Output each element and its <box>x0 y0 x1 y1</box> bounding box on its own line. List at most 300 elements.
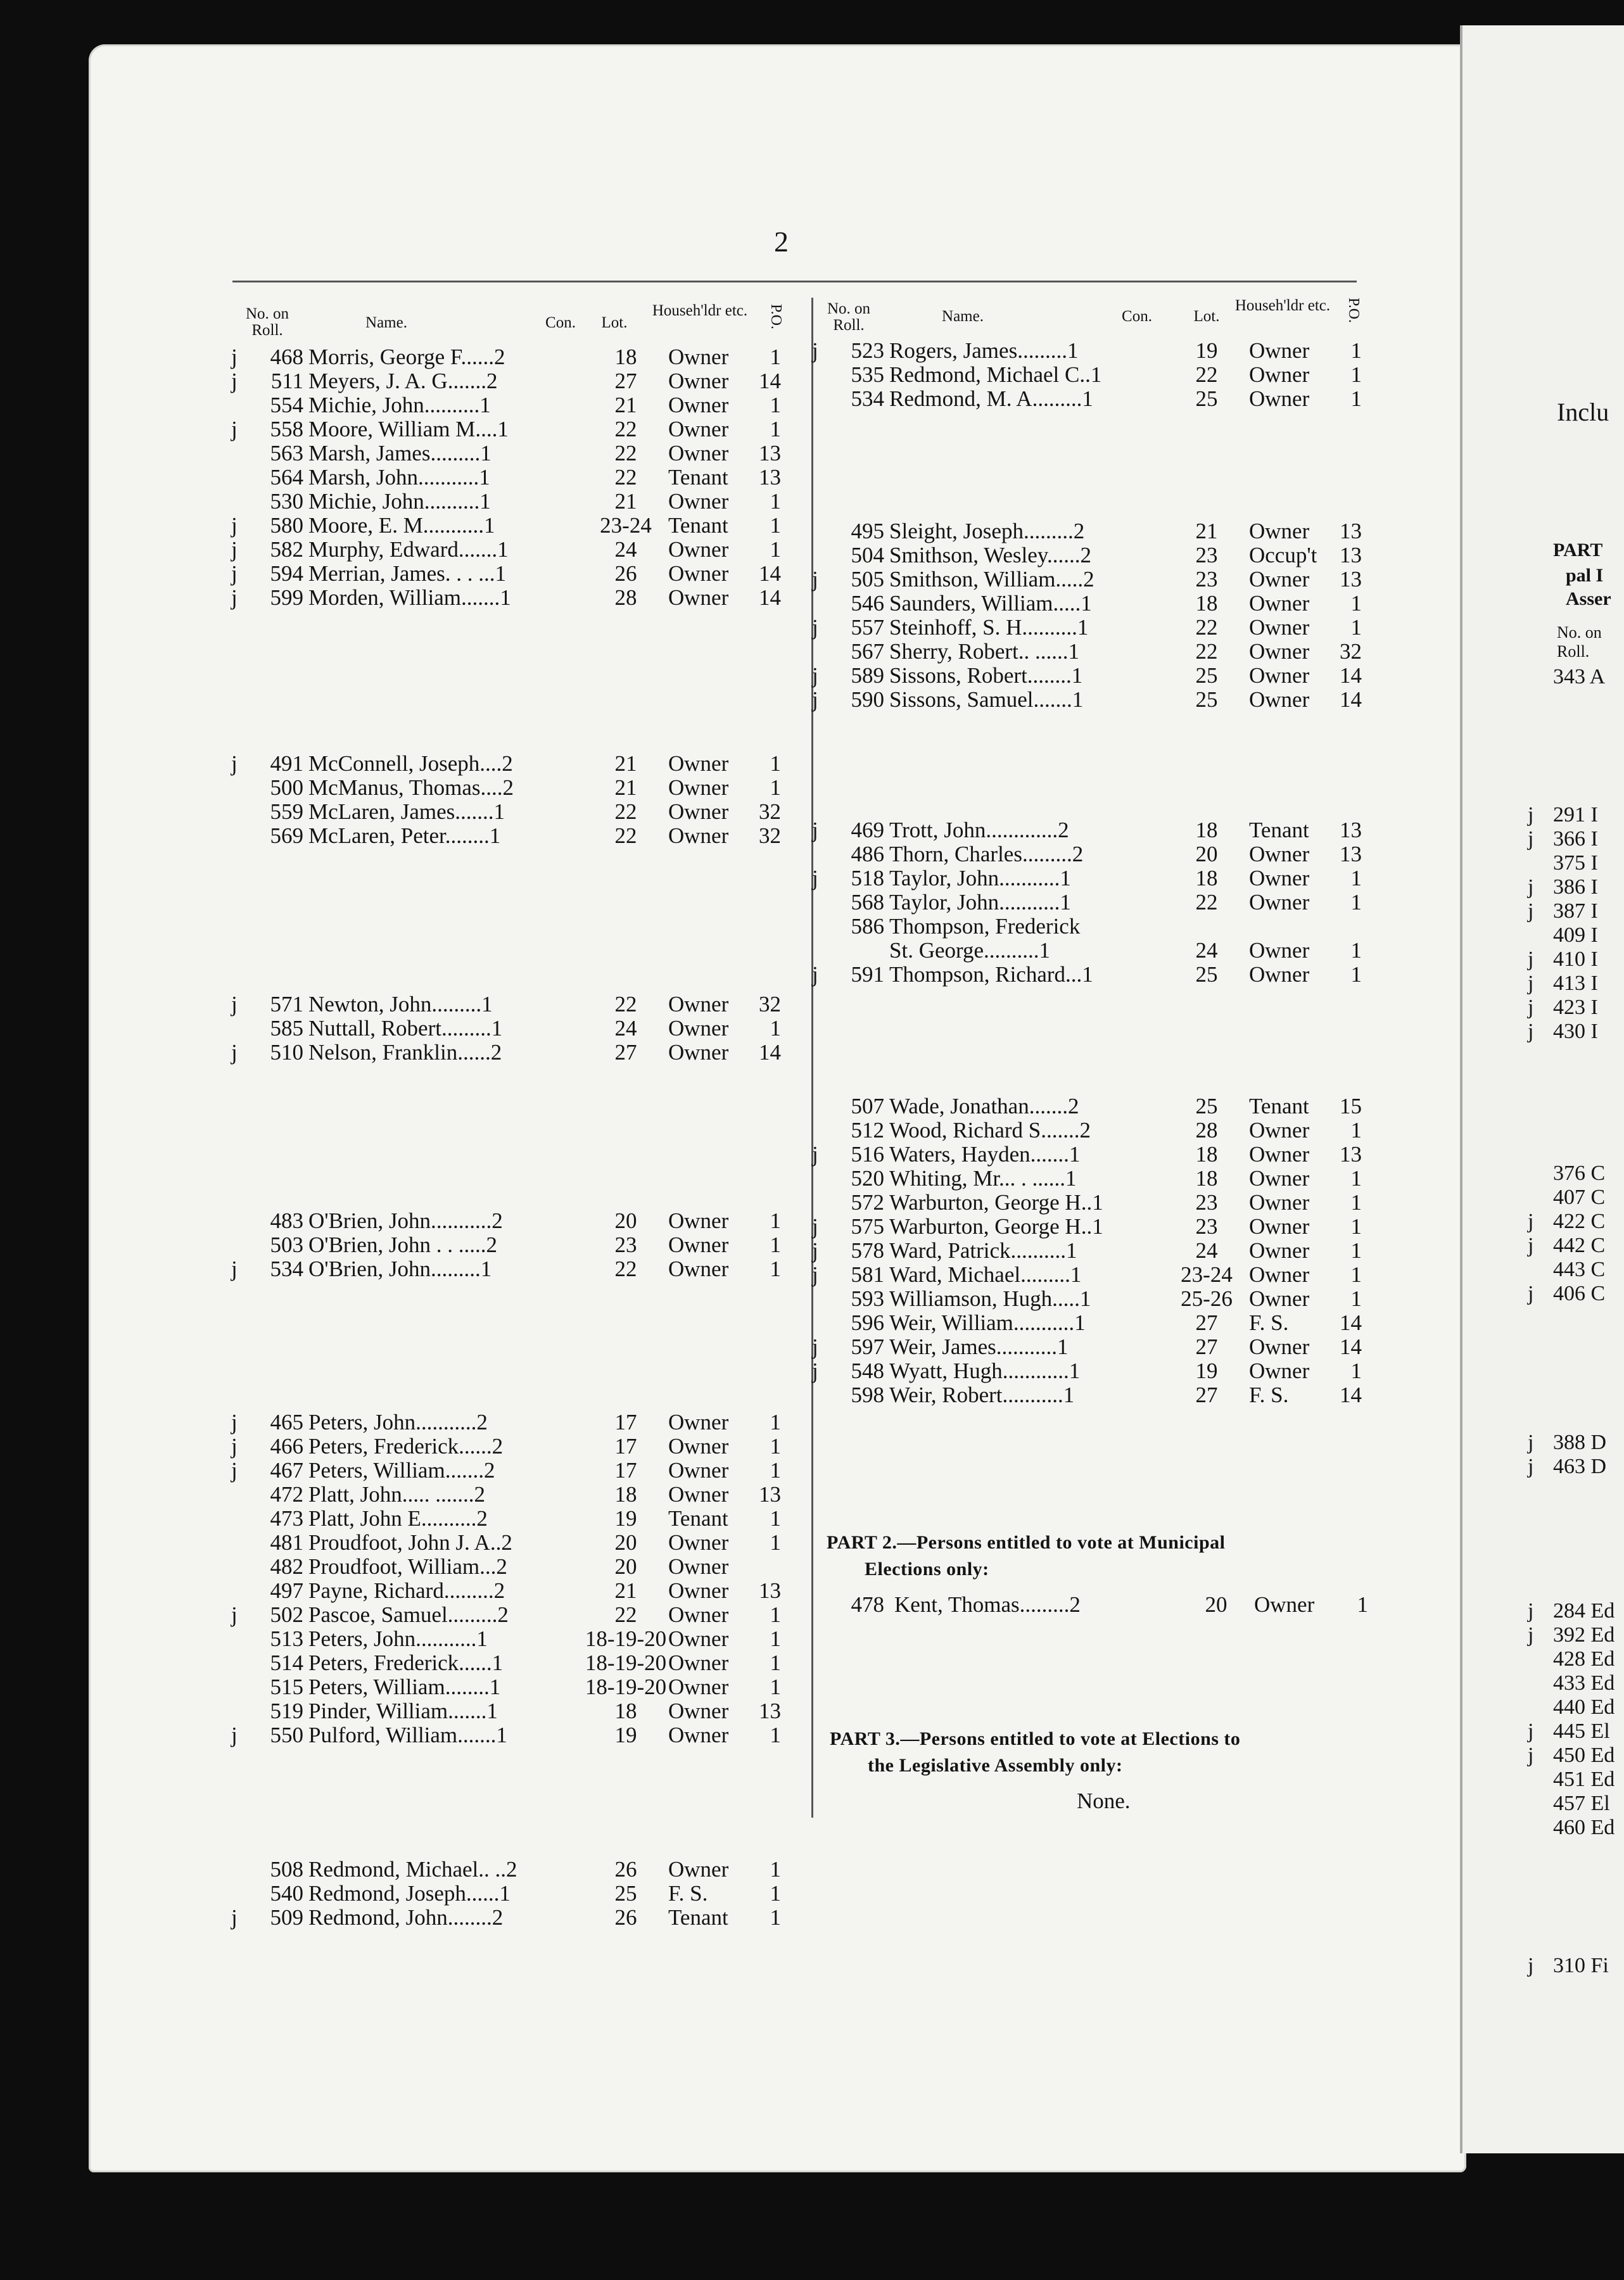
voter-name: Newton, John.........1 <box>308 992 493 1016</box>
post-office: 1 <box>770 1257 781 1281</box>
roll-number: 568 <box>851 890 884 915</box>
roll-number: 582 <box>270 537 303 562</box>
lot-number: 17 <box>614 1458 637 1483</box>
post-office: 13 <box>1340 519 1362 543</box>
voter-name: Waters, Hayden.......1 <box>889 1143 1081 1167</box>
voter-name: Rogers, James.........1 <box>889 339 1079 363</box>
j-mark: j <box>1528 1234 1534 1257</box>
householder-status: Owner <box>668 417 729 441</box>
lot-number: 22 <box>614 992 637 1016</box>
roll-entry <box>231 1603 795 1627</box>
householder-status: Owner <box>668 823 729 848</box>
post-office: 32 <box>759 992 781 1016</box>
lot-number: 21 <box>614 775 637 800</box>
lot-number: 22 <box>614 1602 637 1627</box>
householder-status: Owner <box>668 1482 729 1507</box>
lot-number: 23 <box>614 1232 637 1257</box>
post-office: 1 <box>1350 1118 1362 1143</box>
post-office: 1 <box>1350 890 1362 915</box>
roll-number: 515 <box>270 1675 303 1699</box>
roll-entry <box>812 688 1376 712</box>
lot-number: 25 <box>1195 1094 1218 1118</box>
entry-text: 387 I <box>1553 899 1598 923</box>
header-po-right: P.O. <box>1345 298 1362 324</box>
voter-name: Moore, William M....1 <box>308 417 509 441</box>
j-mark: j <box>812 962 818 987</box>
post-office: 14 <box>759 369 781 393</box>
entry-text: 433 Ed <box>1553 1671 1615 1695</box>
householder-status: Owner <box>668 441 729 466</box>
voter-name: Redmond, John........2 <box>308 1906 504 1930</box>
j-mark: j <box>812 687 818 712</box>
roll-entry <box>231 1579 795 1603</box>
roll-number: 482 <box>270 1554 303 1579</box>
voter-name: Warburton, George H..1 <box>889 1191 1103 1215</box>
lot-number: 23-24 <box>1181 1262 1233 1287</box>
householder-status: Owner <box>1249 519 1310 543</box>
facing-page-entry <box>1528 1258 1605 1282</box>
roll-entry <box>231 1507 795 1531</box>
lot-number: 26 <box>614 561 637 586</box>
facing-page-part-line: pal I <box>1566 565 1604 586</box>
post-office: 14 <box>759 561 781 586</box>
roll-number: 467 <box>270 1458 303 1483</box>
roll-number: 510 <box>270 1040 303 1065</box>
roll-entry <box>231 514 795 538</box>
roll-number: 559 <box>270 799 303 824</box>
lot-number: 21 <box>614 751 637 776</box>
roll-number: 563 <box>270 441 303 466</box>
lot-number: 25 <box>1195 663 1218 688</box>
header-po-left: P.O. <box>768 304 784 330</box>
entry-text: 440 Ed <box>1553 1695 1615 1719</box>
householder-status: Owner <box>668 489 729 514</box>
roll-entry <box>231 1906 795 1930</box>
roll-entry <box>812 1335 1376 1359</box>
post-office: 1 <box>770 1881 781 1906</box>
voter-name: Weir, James...........1 <box>889 1335 1069 1359</box>
voter-name: Marsh, James.........1 <box>308 441 492 466</box>
j-mark: j <box>1528 1455 1534 1478</box>
voter-name: Smithson, Wesley......2 <box>889 543 1091 567</box>
voter-name: Michie, John..........1 <box>308 490 491 514</box>
part2-row <box>817 1593 1387 1617</box>
householder-status: Owner <box>668 1650 729 1675</box>
roll-number: 509 <box>270 1905 303 1930</box>
facing-page-entry <box>1528 996 1598 1020</box>
post-office: 1 <box>770 1458 781 1483</box>
roll-number: 599 <box>270 585 303 610</box>
roll-number: 504 <box>851 543 884 567</box>
householder-status: Owner <box>668 537 729 562</box>
facing-page-entry <box>1528 1020 1598 1044</box>
facing-page-entry <box>1528 665 1605 689</box>
voter-name: Taylor, John...........1 <box>889 866 1071 890</box>
post-office: 1 <box>770 1602 781 1627</box>
roll-entry <box>812 939 1376 963</box>
j-mark: j <box>1528 1431 1534 1454</box>
post-office: 1 <box>1350 866 1362 890</box>
post-office: 1 <box>770 775 781 800</box>
lot-number: 23 <box>1195 543 1218 567</box>
post-office: 1 <box>770 1675 781 1699</box>
post-office: 1 <box>770 1723 781 1747</box>
post-office: 13 <box>759 441 781 466</box>
entry-text: 463 D <box>1553 1455 1607 1478</box>
roll-entry <box>231 1483 795 1507</box>
householder-status: Owner <box>1249 639 1310 664</box>
j-mark: j <box>231 1905 238 1930</box>
facing-page-entry <box>1528 851 1598 875</box>
roll-number: 523 <box>851 338 884 363</box>
j-mark: j <box>1528 1954 1534 1977</box>
header-no-on-roll-right: No. on Roll. <box>827 300 871 334</box>
post-office: 13 <box>1340 842 1362 866</box>
j-mark: j <box>1528 947 1534 971</box>
facing-page-entry <box>1528 1234 1605 1258</box>
roll-entry <box>231 538 795 562</box>
householder-status: Tenant <box>668 1905 728 1930</box>
roll-entry <box>812 818 1376 842</box>
j-mark: j <box>231 1410 238 1434</box>
roll-number: 486 <box>851 842 884 866</box>
entry-text: 407 C <box>1553 1186 1606 1209</box>
j-mark: j <box>1528 875 1534 899</box>
post-office: 1 <box>770 751 781 776</box>
roll-entry <box>812 1215 1376 1239</box>
roll-number: 557 <box>851 615 884 640</box>
householder-status: Owner <box>668 1257 729 1281</box>
roll-number: 468 <box>270 345 303 369</box>
roll-entry <box>231 441 795 466</box>
lot-number: 18-19-20 <box>585 1675 667 1699</box>
voter-name: Sissons, Samuel.......1 <box>889 688 1084 712</box>
roll-number: 578 <box>851 1238 884 1263</box>
voter-name: Redmond, Michael.. ..2 <box>308 1858 517 1882</box>
roll-number: 505 <box>851 567 884 592</box>
j-mark: j <box>231 585 238 610</box>
householder-status: Owner <box>668 992 729 1016</box>
lot-number: 19 <box>614 1723 637 1747</box>
entry-text: 422 C <box>1553 1210 1606 1233</box>
voter-name: Steinhoff, S. H..........1 <box>889 616 1089 640</box>
voter-name: Weir, Robert...........1 <box>889 1383 1075 1407</box>
post-office: 1 <box>770 1232 781 1257</box>
roll-number: 507 <box>851 1094 884 1118</box>
voter-name: Platt, John E..........2 <box>308 1507 488 1531</box>
roll-entry <box>231 800 795 824</box>
post-office: 1 <box>1357 1592 1368 1617</box>
j-mark: j <box>231 1257 238 1281</box>
voter-name: Thompson, Frederick <box>889 915 1081 939</box>
post-office: 1 <box>770 1905 781 1930</box>
roll-entry <box>812 963 1376 987</box>
lot-number: 21 <box>1195 519 1218 543</box>
post-office: 1 <box>770 1208 781 1233</box>
j-mark: j <box>812 1142 818 1167</box>
facing-page-title: Inclu <box>1557 398 1609 426</box>
householder-status: Tenant <box>668 465 728 490</box>
entry-text: 410 I <box>1553 947 1598 971</box>
voter-name: Michie, John..........1 <box>308 393 491 417</box>
post-office: 1 <box>1350 386 1362 411</box>
part3-heading: PART 3.—Persons entitled to vote at Elections to <box>830 1728 1241 1749</box>
lot-number: 21 <box>614 489 637 514</box>
roll-number: 567 <box>851 639 884 664</box>
roll-number: 540 <box>270 1881 303 1906</box>
post-office: 1 <box>1350 615 1362 640</box>
entry-text: 423 I <box>1553 996 1598 1019</box>
voter-name: Wyatt, Hugh............1 <box>889 1359 1081 1383</box>
j-mark: j <box>1528 803 1534 826</box>
j-mark: j <box>812 1262 818 1287</box>
post-office: 1 <box>770 1626 781 1651</box>
householder-status: Owner <box>1249 1214 1310 1239</box>
roll-entry <box>812 1191 1376 1215</box>
roll-number: 571 <box>270 992 303 1016</box>
voter-name: Peters, Frederick......2 <box>308 1434 504 1459</box>
voter-name: Wood, Richard S.......2 <box>889 1118 1091 1143</box>
voter-name: O'Brien, John.........1 <box>308 1257 492 1281</box>
entry-text: 413 I <box>1553 972 1598 995</box>
lot-number: 22 <box>614 417 637 441</box>
post-office: 1 <box>770 513 781 538</box>
j-mark: j <box>1528 972 1534 995</box>
facing-page-entry <box>1528 1647 1614 1671</box>
entry-text: 310 Fi <box>1553 1954 1609 1977</box>
facing-page-entry <box>1528 1744 1614 1768</box>
voter-name: Sissons, Robert........1 <box>889 664 1083 688</box>
voter-name: Morden, William.......1 <box>308 586 511 610</box>
roll-number: 572 <box>851 1190 884 1215</box>
facing-page-entry <box>1528 1816 1614 1840</box>
voter-name: Nuttall, Robert.........1 <box>308 1016 503 1041</box>
voter-name: Proudfoot, John J. A..2 <box>308 1531 512 1555</box>
j-mark: j <box>1528 899 1534 923</box>
header-con-left: Con. <box>545 314 576 331</box>
roll-number: 491 <box>270 751 303 776</box>
voter-name: Ward, Patrick..........1 <box>889 1239 1077 1263</box>
voter-name: Whiting, Mr... . ......1 <box>889 1167 1077 1191</box>
j-mark: j <box>812 338 818 363</box>
j-mark: j <box>1528 1020 1534 1043</box>
voter-name: Merrian, James. . . ...1 <box>308 562 507 586</box>
voter-name: Platt, John..... .......2 <box>308 1483 486 1507</box>
lot-number: 22 <box>614 1257 637 1281</box>
post-office: 1 <box>770 1410 781 1434</box>
householder-status: Owner <box>1249 591 1310 616</box>
post-office: 1 <box>770 393 781 417</box>
post-office: 1 <box>770 1530 781 1555</box>
roll-entry <box>812 866 1376 890</box>
facing-page-entry <box>1528 827 1598 851</box>
roll-entry <box>231 345 795 369</box>
voter-name: Wade, Jonathan.......2 <box>889 1094 1079 1118</box>
part3-heading-cont: the Legislative Assembly only: <box>868 1755 1123 1776</box>
householder-status: Owner <box>1249 1142 1310 1167</box>
facing-page-entry <box>1528 1210 1605 1234</box>
post-office: 13 <box>1340 1142 1362 1167</box>
householder-status: Owner <box>668 1040 729 1065</box>
j-mark: j <box>231 513 238 538</box>
householder-status: Owner <box>668 775 729 800</box>
householder-status: Owner <box>668 585 729 610</box>
facing-page-entry <box>1528 1954 1609 1978</box>
facing-page-header: No. on <box>1557 623 1602 642</box>
lot-number: 22 <box>1195 639 1218 664</box>
roll-number: 497 <box>270 1578 303 1603</box>
roll-entry <box>812 1383 1376 1407</box>
voter-name: St. George..........1 <box>889 939 1051 963</box>
j-mark: j <box>1528 1623 1534 1647</box>
entry-text: 451 Ed <box>1553 1768 1615 1791</box>
roll-entry <box>812 339 1376 363</box>
voter-name: Saunders, William.....1 <box>889 592 1092 616</box>
facing-page-entry <box>1528 899 1598 923</box>
post-office: 13 <box>759 465 781 490</box>
voter-name: Pinder, William.......1 <box>308 1699 498 1723</box>
roll-entry <box>231 776 795 800</box>
voter-name: Payne, Richard.........2 <box>308 1579 505 1603</box>
lot-number: 19 <box>1195 1358 1218 1383</box>
lot-number: 24 <box>614 537 637 562</box>
lot-number: 20 <box>614 1530 637 1555</box>
facing-page-entry <box>1528 972 1598 996</box>
post-office: 1 <box>770 1434 781 1459</box>
lot-number: 27 <box>1195 1310 1218 1335</box>
householder-status: Owner <box>1249 1334 1310 1359</box>
facing-page-entry <box>1528 923 1598 947</box>
j-mark: j <box>812 866 818 890</box>
householder-status: Owner <box>668 1434 729 1459</box>
roll-entry <box>231 1209 795 1233</box>
householder-status: Owner <box>668 1530 729 1555</box>
j-mark: j <box>231 369 238 393</box>
roll-number: 530 <box>270 489 303 514</box>
roll-entry <box>231 490 795 514</box>
roll-entry <box>812 592 1376 616</box>
roll-number: 495 <box>851 519 884 543</box>
j-mark: j <box>231 561 238 586</box>
lot-number: 22 <box>614 823 637 848</box>
j-mark: j <box>1528 1744 1534 1767</box>
roll-entry <box>231 466 795 490</box>
part2-heading: PART 2.—Persons entitled to vote at Municipal <box>827 1532 1226 1553</box>
lot-number: 25-26 <box>1181 1286 1233 1311</box>
post-office: 1 <box>1350 1262 1362 1287</box>
lot-number: 25 <box>1195 962 1218 987</box>
lot-number: 20 <box>614 1554 637 1579</box>
post-office: 13 <box>1340 818 1362 842</box>
roll-number: 465 <box>270 1410 303 1434</box>
roll-number: 590 <box>851 687 884 712</box>
householder-status: Owner <box>668 1675 729 1699</box>
entry-text: 388 D <box>1553 1431 1607 1454</box>
roll-entry <box>812 387 1376 411</box>
roll-number: 589 <box>851 663 884 688</box>
lot-number: 24 <box>1195 1238 1218 1263</box>
post-office: 14 <box>1340 663 1362 688</box>
voter-name: Trott, John.............2 <box>889 818 1069 842</box>
entry-text: 376 C <box>1553 1162 1606 1185</box>
post-office: 1 <box>1350 1190 1362 1215</box>
post-office: 14 <box>1340 1310 1362 1335</box>
roll-entry <box>812 1167 1376 1191</box>
householder-status: F. S. <box>1249 1383 1289 1407</box>
lot-number: 23-24 <box>600 513 652 538</box>
roll-number: 593 <box>851 1286 884 1311</box>
roll-entry <box>812 915 1376 939</box>
entry-text: 366 I <box>1553 827 1598 851</box>
post-office: 32 <box>759 799 781 824</box>
roll-number: 508 <box>270 1857 303 1882</box>
top-rule <box>232 281 1357 282</box>
entry-text: 343 A <box>1553 665 1606 688</box>
facing-page-entry <box>1528 1162 1605 1186</box>
voter-name: Pulford, William.......1 <box>308 1723 507 1747</box>
facing-page-entry <box>1528 1792 1610 1816</box>
householder-status: Owner <box>668 1578 729 1603</box>
roll-number: 503 <box>270 1232 303 1257</box>
householder-status: Owner <box>1249 663 1310 688</box>
voter-name: Peters, Frederick......1 <box>308 1651 504 1675</box>
householder-status: Owner <box>1249 1262 1310 1287</box>
header-no-on-roll-left: No. on Roll. <box>245 305 289 339</box>
post-office: 1 <box>1350 362 1362 387</box>
lot-number: 26 <box>614 1905 637 1930</box>
facing-page-header: Roll. <box>1557 642 1590 661</box>
voter-name: McManus, Thomas....2 <box>308 776 514 800</box>
entry-text: 457 El <box>1553 1792 1610 1815</box>
roll-number: 580 <box>270 513 303 538</box>
lot-number: 25 <box>614 1881 637 1906</box>
voter-name: Meyers, J. A. G.......2 <box>308 369 498 393</box>
householder-status: Owner <box>668 1016 729 1041</box>
j-mark: j <box>812 1238 818 1263</box>
roll-number: 478 <box>851 1592 884 1617</box>
householder-status: Owner <box>1249 1286 1310 1311</box>
roll-number: 594 <box>270 561 303 586</box>
voter-name: Peters, William.......2 <box>308 1459 495 1483</box>
j-mark: j <box>231 537 238 562</box>
post-office: 14 <box>759 585 781 610</box>
householder-status: Owner <box>668 1554 729 1579</box>
householder-status: Owner <box>1249 362 1310 387</box>
post-office: 32 <box>1340 639 1362 664</box>
entry-text: 409 I <box>1553 923 1598 947</box>
householder-status: Tenant <box>1249 818 1309 842</box>
roll-entry <box>231 1858 795 1882</box>
householder-status: Owner <box>668 1602 729 1627</box>
post-office: 13 <box>1340 567 1362 592</box>
entry-text: 291 I <box>1553 803 1598 826</box>
facing-page-part-line: PART <box>1553 540 1603 560</box>
post-office: 14 <box>1340 687 1362 712</box>
roll-entry <box>231 417 795 441</box>
householder-status: Owner <box>668 1232 729 1257</box>
post-office: 1 <box>1350 1286 1362 1311</box>
roll-entry <box>812 640 1376 664</box>
householder-status: Tenant <box>668 1506 728 1531</box>
j-mark: j <box>1528 827 1534 851</box>
lot-number: 22 <box>614 465 637 490</box>
householder-status: Owner <box>668 1723 729 1747</box>
roll-number: 513 <box>270 1626 303 1651</box>
facing-page-entry <box>1528 875 1598 899</box>
roll-number: 591 <box>851 962 884 987</box>
roll-entry <box>231 824 795 848</box>
roll-entry <box>231 1651 795 1675</box>
